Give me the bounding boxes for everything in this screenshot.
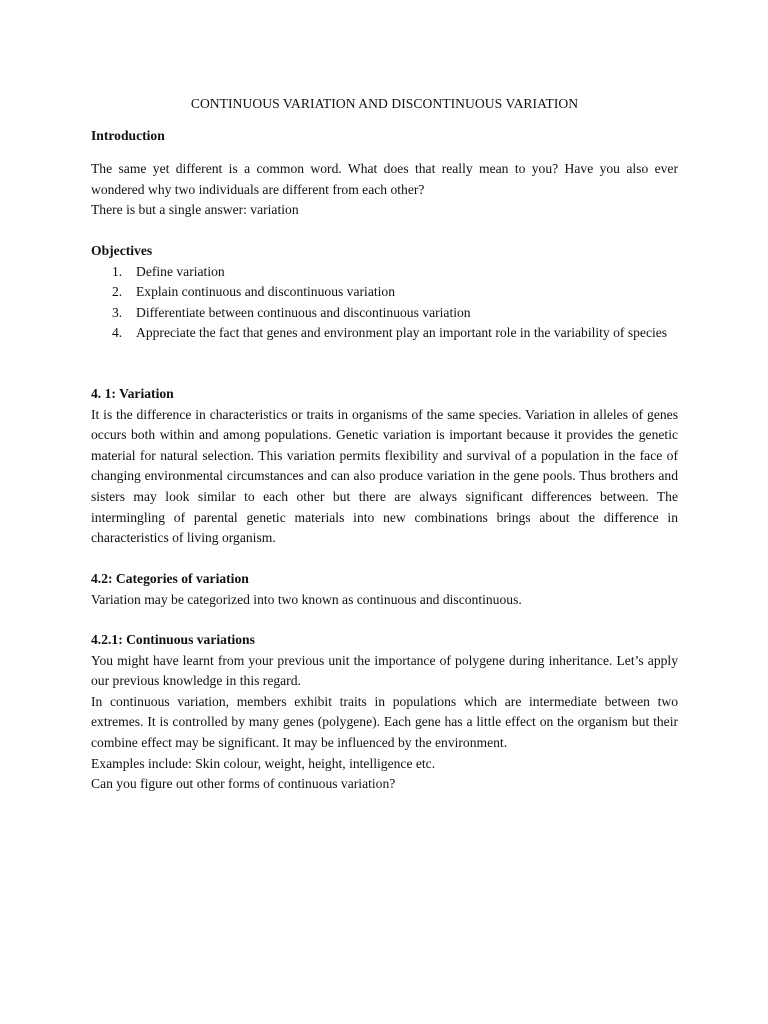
introduction-answer: There is but a single answer: variation	[91, 202, 299, 218]
objective-text: Appreciate the fact that genes and environment play an important role in the variability of species	[136, 325, 668, 341]
objective-item	[91, 262, 678, 283]
introduction-heading: Introduction	[91, 128, 165, 143]
variation-section	[91, 384, 678, 549]
objective-item	[91, 282, 678, 303]
variation-heading: 4. 1: Variation	[91, 386, 174, 401]
variation-paragraph: It is the difference in characteristics or traits in organisms of the same species. Variation in alleles of genes occurs both within and among populations. Genetic variation is important because it provides the genetic material for natural selection. This variation permits flexibility and survival of a population in the face of changing environmental circumstances and can also produce variation in the gene pools. Thus brothers and sisters may look similar to each other but there are always significant differences between. The intermingling of parental genetic materials into new combinations brings about the difference in characteristics of living organism.	[91, 406, 678, 546]
introduction-body	[91, 159, 678, 221]
objective-item	[91, 303, 678, 324]
continuous-section	[91, 630, 678, 795]
continuous-examples: Examples include: Skin colour, weight, height, intelligence etc.	[91, 755, 436, 771]
objectives-section	[91, 241, 678, 344]
continuous-heading: 4.2.1: Continuous variations	[91, 632, 255, 647]
continuous-paragraph-2: In continuous variation, members exhibit traits in populations which are intermediate between two extremes. It is controlled by many genes (polygene). Each gene has a little effect on the organism but their combine effect may be significant. It may be influenced by the environment.	[91, 693, 678, 750]
objective-text: Define variation	[136, 263, 225, 279]
introduction-paragraph: The same yet different is a common word. What does that really mean to you? Have you also ever wondered why two individuals are different from each other?	[91, 161, 678, 197]
continuous-question: Can you figure out other forms of continuous variation?	[91, 776, 396, 792]
document-title: CONTINUOUS VARIATION AND DISCONTINUOUS VARIATION	[190, 96, 579, 111]
categories-heading: 4.2: Categories of variation	[91, 571, 249, 586]
objectives-heading: Objectives	[91, 243, 153, 258]
objective-text: Differentiate between continuous and discontinuous variation	[136, 304, 471, 320]
objective-number: 2.	[112, 284, 123, 300]
objectives-list	[91, 262, 678, 344]
objective-number: 4.	[112, 325, 123, 341]
objective-number: 3.	[112, 304, 123, 320]
objective-number: 1.	[112, 263, 123, 279]
categories-paragraph: Variation may be categorized into two known as continuous and discontinuous.	[91, 591, 522, 607]
introduction-section	[91, 126, 678, 147]
objective-text: Explain continuous and discontinuous variation	[136, 284, 395, 300]
continuous-paragraph-1: You might have learnt from your previous unit the importance of polygene during inheritance. Let’s apply our previous knowledge in this regard.	[91, 652, 678, 689]
categories-section	[91, 569, 678, 610]
objective-item	[91, 323, 678, 344]
